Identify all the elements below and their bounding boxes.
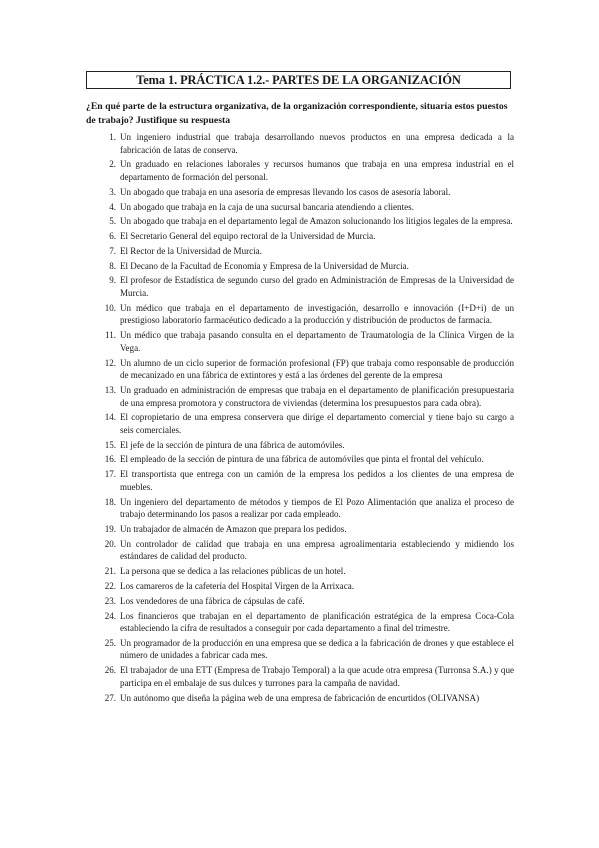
list-item-text: El jefe de la sección de pintura de una fábrica de automóviles. xyxy=(120,439,345,450)
list-item-text: Un graduado en relaciones laborales y recursos humanos que trabaja en una empresa industrial en el departamento de formación del personal. xyxy=(120,159,514,182)
list-item-number: 15. xyxy=(104,439,116,450)
list-item-number: 26. xyxy=(104,665,116,676)
list-item xyxy=(86,131,514,156)
list-item-text: El Secretario General del equipo rectoral de la Universidad de Murcia. xyxy=(120,231,376,242)
list-item xyxy=(86,595,514,608)
list-item xyxy=(86,357,514,382)
list-item-number: 22. xyxy=(104,580,116,591)
list-item-text: Un ingeniero industrial que trabaja desarrollando nuevos productos en una empresa dedicada a la fabricación de latas de conserva. xyxy=(120,132,514,155)
list-item-text: Un alumno de un ciclo superior de formación profesional (FP) que trabaja como responsable de producción de mecanizado en una fábrica de extintores y está a las órdenes del gerente de la empresa xyxy=(120,357,514,381)
list-item xyxy=(86,384,514,409)
list-item-text: Un abogado que trabaja en una asesoría de empresas llevando los casos de asesoría laboral. xyxy=(120,186,451,197)
list-item-number: 24. xyxy=(104,610,116,621)
list-item-text: Un abogado que trabaja en el departamento legal de Amazon solucionando los litigios legales de la empresa. xyxy=(120,216,513,227)
list-item-number: 18. xyxy=(104,496,116,507)
list-item xyxy=(86,565,514,578)
list-item xyxy=(86,664,514,689)
list-item-number: 9. xyxy=(109,275,116,286)
list-item xyxy=(86,158,514,183)
list-item xyxy=(86,329,514,354)
list-item-number: 14. xyxy=(104,412,116,423)
list-item xyxy=(86,245,514,258)
list-item-text: Un abogado que trabaja en la caja de una sucursal bancaria atendiendo a clientes. xyxy=(120,201,414,212)
list-item xyxy=(86,637,514,662)
list-item xyxy=(86,201,514,214)
list-item-text: Los financieros que trabajan en el departamento de planificación estratégica de la empresa Coca-Cola estableciendo la cifra de resultados a conseguir por cada departamento a final del trimestre. xyxy=(120,610,514,634)
list-item xyxy=(86,274,514,299)
list-item-text: El copropietario de una empresa conservera que dirige el departamento comercial y tiene bajo su cargo a seis comerciales. xyxy=(120,412,514,435)
list-item-text: El Rector de la Universidad de Murcia. xyxy=(120,245,262,256)
list-item-text: El profesor de Estadística de segundo curso del grado en Administración de Empresas de la Universidad de Murcia. xyxy=(120,275,514,299)
list-item-text: Un ingeniero del departamento de métodos y tiempos de El Pozo Alimentación que analiza el proceso de trabajo determinando los pasos a realizar por cada empleado. xyxy=(120,496,514,520)
list-item-text: La persona que se dedica a las relaciones públicas de un hotel. xyxy=(120,566,346,577)
list-item xyxy=(86,439,514,452)
list-item-text: Un autónomo que diseña la página web de una empresa de fabricación de encurtidos (OLIVANSA) xyxy=(120,692,480,703)
list-item-text: Un médico que trabaja en el departamento de investigación, desarrollo e innovación (I+D+i) de un prestigioso laboratorio farmacéutico dedicado a la producción y distribución de productos de farmacia. xyxy=(120,302,514,326)
list-item-number: 17. xyxy=(104,469,116,480)
list-item-number: 16. xyxy=(104,454,116,465)
question-text: ¿En qué parte de la estructura organizativa, de la organización correspondiente, situaría estos puestos de trabajo? Justifique su respuesta xyxy=(86,101,508,126)
list-item-number: 1. xyxy=(109,132,116,142)
list-item-number: 25. xyxy=(104,637,116,648)
list-item-text: El trabajador de una ETT (Empresa de Trabajo Temporal) a la que acude otra empresa (Turronsa S.A.) y que participa en el embalaje de sus dulces y turrones para la campaña de navidad. xyxy=(120,665,514,688)
list-item-number: 12. xyxy=(104,357,116,368)
numbered-list xyxy=(86,131,514,706)
list-item-text: Un médico que trabaja pasando consulta en el departamento de Traumatología de la Clínica Virgen de la Vega. xyxy=(120,330,514,353)
list-item-number: 3. xyxy=(109,186,116,197)
list-item-text: Un controlador de calidad que trabaja en una empresa agroalimentaria estableciendo y midiendo los estándares de calidad del producto. xyxy=(120,538,514,562)
list-item-number: 2. xyxy=(109,159,116,170)
list-item-number: 10. xyxy=(104,302,116,313)
list-item-number: 19. xyxy=(104,524,116,534)
list-item-text: El Decano de la Facultad de Economía y Empresa de la Universidad de Murcia. xyxy=(120,260,409,271)
list-item xyxy=(86,496,514,521)
list-item-number: 5. xyxy=(109,216,116,227)
list-item-number: 8. xyxy=(109,260,116,271)
list-item-text: Un graduado en administración de empresas que trabaja en el departamento de planificación presupuestaria de una empresa promotora y constructora de viviendas (determina los presupuestos para cada obra). xyxy=(120,384,514,408)
list-item xyxy=(86,411,514,436)
list-item xyxy=(86,302,514,327)
list-item-number: 6. xyxy=(109,231,116,242)
list-item-number: 21. xyxy=(104,566,116,577)
list-item xyxy=(86,692,514,705)
list-item-text: Un programador de la producción en una empresa que se dedica a la fabricación de drones y que establece el número de unidades a fabricar cada mes. xyxy=(120,637,514,661)
list-item xyxy=(86,580,514,593)
list-item-number: 20. xyxy=(104,538,116,549)
list-item xyxy=(86,523,514,536)
list-item xyxy=(86,260,514,273)
list-item-number: 27. xyxy=(104,692,116,703)
page-title: Tema 1. PRÁCTICA 1.2.- PARTES DE LA ORGANIZACIÓN xyxy=(86,71,511,89)
list-item xyxy=(86,453,514,466)
list-item xyxy=(86,538,514,563)
list-item-number: 23. xyxy=(104,595,116,606)
list-item xyxy=(86,186,514,199)
list-item xyxy=(86,468,514,493)
list-item xyxy=(86,230,514,243)
list-item-number: 13. xyxy=(104,384,116,395)
list-item-text: Un trabajador de almacén de Amazon que prepara los pedidos. xyxy=(120,524,347,534)
list-item xyxy=(86,610,514,635)
list-item-text: Los vendedores de una fábrica de cápsulas de café. xyxy=(120,595,305,606)
list-item-number: 7. xyxy=(109,245,116,256)
list-item-number: 11. xyxy=(105,330,116,341)
list-item-text: Los camareros de la cafetería del Hospital Virgen de la Arrixaca. xyxy=(120,580,354,591)
list-item-text: El transportista que entrega con un camión de la empresa los pedidos a los clientes de una empresa de muebles. xyxy=(120,469,514,492)
list-item-number: 4. xyxy=(109,201,116,212)
list-item-text: El empleado de la sección de pintura de una fábrica de automóviles que pinta el frontal del vehículo. xyxy=(120,454,484,465)
list-item xyxy=(86,215,514,228)
